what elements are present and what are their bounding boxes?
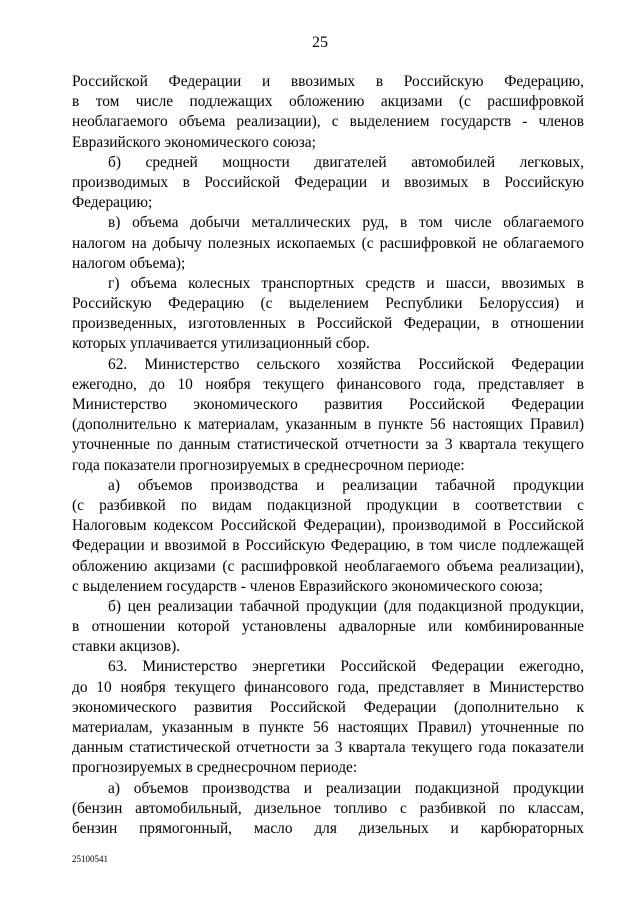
text-line: в том числе подлежащих обложению акцизами (с расшифровкой bbox=[72, 93, 584, 111]
text-line: Министерство экономического развития Российской Федерации bbox=[72, 396, 584, 413]
text-line: а) объемов производства и реализации подакцизной продукции bbox=[108, 779, 584, 797]
text-line: которых уплачивается утилизационный сбор. bbox=[72, 335, 370, 353]
text-line: экономического развития Российской Федерации (дополнительно к bbox=[72, 698, 584, 716]
text-line: Российской Федерации и ввозимых в Российскую Федерацию, bbox=[72, 73, 584, 90]
text-line: с выделением государств - членов Евразийского экономического союза; bbox=[72, 577, 543, 595]
document-body bbox=[72, 72, 584, 839]
text-line: в) объема добычи металлических руд, в том числе облагаемого bbox=[108, 214, 584, 232]
text-line: уточненные по данным статистической отчетности за 3 квартала текущего bbox=[72, 436, 584, 454]
text-line: Налоговым кодексом Российской Федерации), производимой в Российской bbox=[72, 517, 584, 535]
text-line: прогнозируемых в среднесрочном периоде: bbox=[72, 759, 358, 777]
text-line: б) цен реализации табачной продукции (для подакцизной продукции, bbox=[108, 597, 584, 615]
text-line: а) объемов производства и реализации табачной продукции bbox=[108, 476, 584, 494]
text-line: Евразийского экономического союза; bbox=[72, 133, 316, 151]
text-line: бензин прямогонный, масло для дизельных и карбюраторных bbox=[72, 819, 584, 837]
text-line: материалам, указанным в пункте 56 настоящих Правил) уточненные по bbox=[72, 719, 584, 736]
text-line: (бензин автомобильный, дизельное топливо с разбивкой по классам, bbox=[72, 799, 584, 817]
text-line: г) объема колесных транспортных средств и шасси, ввозимых в bbox=[108, 274, 584, 292]
text-line: Федерации и ввозимой в Российскую Федерацию, в том числе подлежащей bbox=[72, 537, 584, 555]
text-line: Федерацию; bbox=[72, 194, 153, 212]
text-line: в отношении которой установлены адвалорные или комбинированные bbox=[72, 618, 584, 636]
text-line: данным статистической отчетности за 3 квартала текущего года показатели bbox=[72, 739, 584, 757]
text-line: налогом объема); bbox=[72, 254, 186, 272]
document-code: 25100541 bbox=[72, 854, 108, 864]
text-line: (дополнительно к материалам, указанным в пункте 56 настоящих Правил) bbox=[72, 416, 584, 434]
text-line: производимых в Российской Федерации и ввозимых в Российскую bbox=[72, 173, 584, 191]
text-line: 62. Министерство сельского хозяйства Российской Федерации bbox=[108, 355, 584, 373]
text-line: произведенных, изготовленных в Российской Федерации, в отношении bbox=[72, 315, 584, 333]
text-line: Российскую Федерацию (с выделением Республики Белоруссия) и bbox=[72, 295, 584, 313]
text-line: года показатели прогнозируемых в среднесрочном периоде: bbox=[72, 456, 465, 474]
text-line: 63. Министерство энергетики Российской Федерации ежегодно, bbox=[108, 658, 584, 676]
text-line: ставки акцизов). bbox=[72, 638, 181, 656]
text-line: (с разбивкой по видам подакцизной продукции в соответствии с bbox=[72, 496, 584, 514]
text-line: ежегодно, до 10 ноября текущего финансового года, представляет в bbox=[72, 375, 584, 393]
text-line: до 10 ноября текущего финансового года, представляет в Министерство bbox=[72, 678, 584, 696]
page-number: 25 bbox=[312, 34, 328, 51]
text-line: необлагаемого объема реализации), с выделением государств - членов bbox=[72, 113, 584, 131]
text-line: обложению акцизами (с расшифровкой необлагаемого объема реализации), bbox=[72, 557, 584, 575]
text-line: налогом на добычу полезных ископаемых (с расшифровкой не облагаемого bbox=[72, 234, 584, 252]
text-line: б) средней мощности двигателей автомобилей легковых, bbox=[108, 153, 584, 171]
